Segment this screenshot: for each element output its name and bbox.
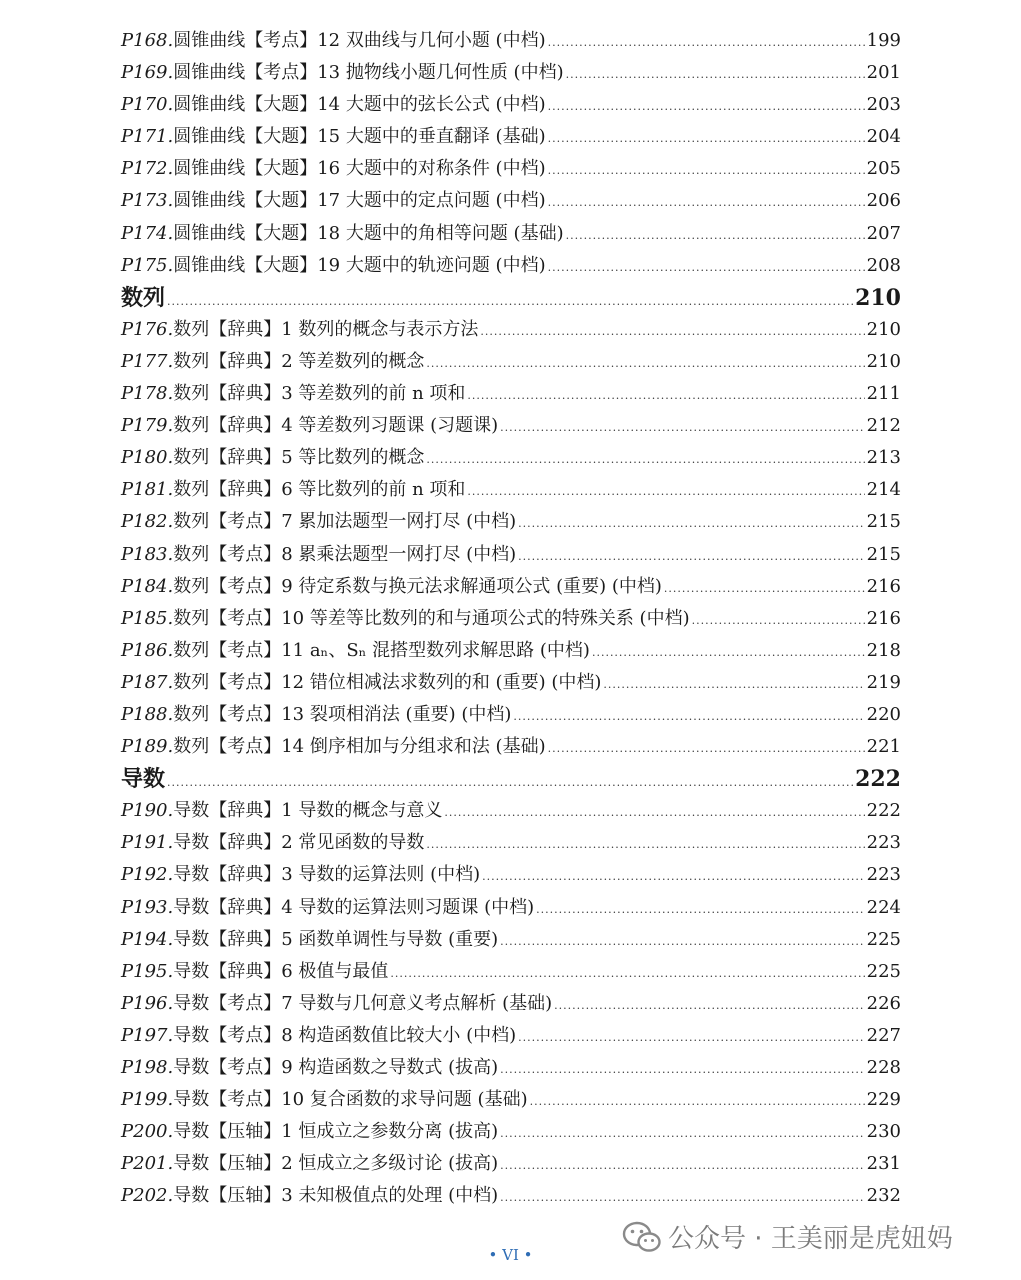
toc-page-number: 223 xyxy=(866,864,901,886)
toc-entry-title: 圆锥曲线【大题】19 大题中的轨迹问题 (中档) xyxy=(173,254,546,276)
toc-entry-title: 圆锥曲线【大题】14 大题中的弦长公式 (中档) xyxy=(173,94,546,116)
toc-dot-leader xyxy=(548,27,865,59)
toc-page-number: 225 xyxy=(866,928,901,950)
toc-entry-title: 圆锥曲线【考点】12 双曲线与几何小题 (中档) xyxy=(173,30,546,51)
toc-dot-leader xyxy=(530,1086,865,1118)
toc-entry xyxy=(121,859,901,891)
toc-entry xyxy=(121,57,901,89)
toc-dot-leader xyxy=(603,669,864,701)
toc-entry-number: P188. xyxy=(121,703,174,725)
toc-entry-number: P181. xyxy=(121,479,174,501)
toc-page-number: 201 xyxy=(866,62,901,84)
table-of-contents xyxy=(121,25,901,1212)
toc-entry-title: 圆锥曲线【大题】18 大题中的角相等问题 (基础) xyxy=(173,222,564,244)
toc-entry xyxy=(121,571,901,603)
toc-entry-title: 导数【压轴】2 恒成立之多级讨论 (拔高) xyxy=(173,1153,499,1175)
toc-page-number: 211 xyxy=(866,383,901,405)
toc-entry xyxy=(121,1180,901,1212)
toc-entry-number: P168. xyxy=(121,30,174,51)
toc-dot-leader xyxy=(390,958,864,990)
toc-page-number: 224 xyxy=(866,896,901,918)
toc-page-number: 221 xyxy=(866,736,901,758)
toc-entry xyxy=(121,699,901,731)
toc-entry-number: P171. xyxy=(121,126,174,148)
toc-dot-leader xyxy=(426,829,864,861)
toc-page-number: 199 xyxy=(866,30,901,51)
toc-entry-title: 导数【辞典】4 导数的运算法则习题课 (中档) xyxy=(173,896,535,918)
toc-entry-number: P175. xyxy=(121,254,174,276)
toc-dot-leader xyxy=(467,476,864,508)
toc-page-number: 205 xyxy=(866,158,901,180)
toc-entry-title: 导数【压轴】1 恒成立之参数分离 (拔高) xyxy=(173,1121,499,1143)
toc-entry-number: P198. xyxy=(121,1057,174,1078)
toc-entry-number: P180. xyxy=(121,447,174,469)
toc-entry xyxy=(121,1148,901,1180)
toc-page-number: 216 xyxy=(866,575,901,597)
toc-entry-title: 数列【考点】8 累乘法题型一网打尽 (中档) xyxy=(173,543,517,565)
toc-entry xyxy=(121,956,901,988)
toc-entry-number: P191. xyxy=(121,832,174,854)
toc-entry-number: P201. xyxy=(121,1153,174,1175)
watermark-text: 公众号 · 王美丽是虎妞妈 xyxy=(668,1224,953,1254)
toc-entry-title: 导数【考点】10 复合函数的求导问题 (基础) xyxy=(173,1089,528,1111)
toc-dot-leader xyxy=(500,926,864,958)
toc-entry-title: 数列【辞典】2 等差数列的概念 xyxy=(173,350,425,372)
toc-entry-number: P169. xyxy=(121,62,174,84)
toc-entry-number: P182. xyxy=(121,511,174,533)
toc-entry-title: 数列【考点】10 等差等比数列的和与通项公式的特殊关系 (中档) xyxy=(173,607,690,629)
toc-dot-leader xyxy=(480,316,864,348)
toc-page-number: 212 xyxy=(866,415,901,437)
toc-entry-number: P183. xyxy=(121,543,174,565)
toc-entry-number: P178. xyxy=(121,383,174,405)
toc-entry-number: P172. xyxy=(121,158,174,180)
toc-dot-leader xyxy=(513,701,864,733)
toc-dot-leader xyxy=(664,573,865,605)
toc-entry xyxy=(121,89,901,121)
toc-entry xyxy=(121,1084,901,1116)
toc-page-number: 232 xyxy=(866,1185,901,1207)
toc-entry-number: P200. xyxy=(121,1121,174,1143)
toc-entry-number: P184. xyxy=(121,575,174,597)
toc-entry xyxy=(121,410,901,442)
toc-page-number: 216 xyxy=(866,607,901,629)
toc-entry-number: P179. xyxy=(121,415,174,437)
toc-entry-title: 圆锥曲线【大题】17 大题中的定点问题 (中档) xyxy=(173,190,546,212)
toc-entry xyxy=(121,731,901,763)
toc-entry-number: P170. xyxy=(121,94,174,116)
toc-entry-title: 数列【考点】7 累加法题型一网打尽 (中档) xyxy=(173,511,517,533)
toc-entry-title: 数列【考点】13 裂项相消法 (重要) (中档) xyxy=(173,703,512,725)
toc-entry xyxy=(121,314,901,346)
toc-dot-leader xyxy=(548,91,865,123)
toc-entry-title: 导数【辞典】5 函数单调性与导数 (重要) xyxy=(173,928,499,950)
toc-dot-leader xyxy=(467,380,864,412)
toc-dot-leader xyxy=(518,1022,864,1054)
toc-entry-title: 数列【辞典】1 数列的概念与表示方法 xyxy=(173,318,479,340)
toc-entry-number: P186. xyxy=(121,639,174,661)
toc-page-number: 206 xyxy=(866,190,901,212)
toc-page-number: 210 xyxy=(866,350,901,372)
toc-page-number: 225 xyxy=(866,960,901,982)
toc-entry-title: 数列【辞典】4 等差数列习题课 (习题课) xyxy=(173,415,499,437)
toc-dot-leader xyxy=(500,412,864,444)
toc-entry-title: 数列【考点】12 错位相减法求数列的和 (重要) (中档) xyxy=(173,671,602,693)
toc-dot-leader xyxy=(518,508,864,540)
toc-entry-title: 导数【压轴】3 未知极值点的处理 (中档) xyxy=(173,1185,499,1207)
toc-entry-title: 导数【辞典】1 导数的概念与意义 xyxy=(173,800,443,822)
toc-dot-leader xyxy=(592,637,865,669)
toc-entry xyxy=(121,506,901,538)
toc-page-number: 222 xyxy=(866,800,901,822)
toc-entry xyxy=(121,635,901,667)
toc-entry-title: 圆锥曲线【大题】16 大题中的对称条件 (中档) xyxy=(173,158,546,180)
toc-entry-title: 数列【辞典】5 等比数列的概念 xyxy=(173,447,425,469)
toc-page-number: 215 xyxy=(866,543,901,565)
toc-entry-number: P193. xyxy=(121,896,174,918)
toc-entry-number: P174. xyxy=(121,222,174,244)
toc-dot-leader xyxy=(692,605,865,637)
toc-dot-leader xyxy=(518,541,864,573)
toc-entry-number: P176. xyxy=(121,318,174,340)
toc-page-number: 204 xyxy=(866,126,901,148)
toc-entry xyxy=(121,892,901,924)
toc-entry-title: 导数【辞典】6 极值与最值 xyxy=(173,960,389,982)
toc-page-number: 223 xyxy=(866,832,901,854)
toc-entry-number: P189. xyxy=(121,736,174,758)
toc-page-number: 229 xyxy=(866,1089,901,1111)
toc-entry-number: P197. xyxy=(121,1024,174,1046)
toc-entry-number: P195. xyxy=(121,960,174,982)
toc-page-number: 208 xyxy=(866,254,901,276)
toc-entry-number: P190. xyxy=(121,800,174,822)
toc-entry-title: 圆锥曲线【大题】15 大题中的垂直翻译 (基础) xyxy=(173,126,546,148)
toc-page-number: 228 xyxy=(866,1057,901,1078)
toc-entry xyxy=(121,827,901,859)
toc-entry-title: 数列【考点】14 倒序相加与分组求和法 (基础) xyxy=(173,736,546,758)
toc-page-number: 226 xyxy=(866,992,901,1014)
toc-entry xyxy=(121,603,901,635)
toc-dot-leader xyxy=(536,894,864,926)
toc-dot-leader xyxy=(548,123,865,155)
toc-page-number: 227 xyxy=(866,1024,901,1046)
toc-page-number: 210 xyxy=(855,284,901,311)
toc-dot-leader xyxy=(566,220,865,252)
toc-entry-title: 数列【辞典】3 等差数列的前 n 项和 xyxy=(173,383,466,405)
toc-page-number: 213 xyxy=(866,447,901,469)
toc-page-number: 222 xyxy=(855,766,901,793)
toc-dot-leader xyxy=(500,1182,864,1214)
toc-entry xyxy=(121,988,901,1020)
toc-entry-number: P177. xyxy=(121,350,174,372)
toc-entry xyxy=(121,250,901,282)
toc-dot-leader xyxy=(444,797,864,829)
toc-entry xyxy=(121,539,901,571)
toc-entry-title: 导数【辞典】3 导数的运算法则 (中档) xyxy=(173,864,481,886)
toc-page-number: 218 xyxy=(866,639,901,661)
toc-entry-title: 导数【辞典】2 常见函数的导数 xyxy=(173,832,425,854)
toc-entry-title: 导数【考点】8 构造函数值比较大小 (中档) xyxy=(173,1024,517,1046)
toc-page-number: 230 xyxy=(866,1121,901,1143)
toc-entry xyxy=(121,153,901,185)
toc-entry xyxy=(121,795,901,827)
toc-dot-leader xyxy=(548,155,865,187)
toc-dot-leader xyxy=(500,1118,864,1150)
toc-entry xyxy=(121,667,901,699)
toc-entry-title: 导数【考点】9 构造函数之导数式 (拔高) xyxy=(173,1057,499,1078)
toc-entry xyxy=(121,378,901,410)
toc-section-title: 导数 xyxy=(121,766,166,793)
toc-dot-leader xyxy=(426,348,864,380)
toc-entry xyxy=(121,185,901,217)
toc-entry xyxy=(121,1052,901,1084)
toc-section-heading xyxy=(121,763,901,795)
toc-entry xyxy=(121,121,901,153)
toc-entry-number: P173. xyxy=(121,190,174,212)
toc-entry-title: 数列【考点】9 待定系数与换元法求解通项公式 (重要) (中档) xyxy=(173,575,662,597)
toc-entry xyxy=(121,474,901,506)
toc-entry xyxy=(121,442,901,474)
toc-page-number: 215 xyxy=(866,511,901,533)
toc-entry xyxy=(121,25,901,57)
toc-entry xyxy=(121,1116,901,1148)
toc-entry xyxy=(121,1020,901,1052)
toc-entry-number: P187. xyxy=(121,671,174,693)
toc-entry xyxy=(121,218,901,250)
toc-page-number: 220 xyxy=(866,703,901,725)
toc-entry xyxy=(121,346,901,378)
toc-section-title: 数列 xyxy=(121,284,166,311)
page-number-footer: • VI • xyxy=(488,1246,533,1264)
toc-page-number: 203 xyxy=(866,94,901,116)
toc-entry-number: P196. xyxy=(121,992,174,1014)
toc-dot-leader xyxy=(500,1150,864,1182)
toc-page-number: 231 xyxy=(866,1153,901,1175)
toc-page-number: 207 xyxy=(866,222,901,244)
toc-entry-number: P202. xyxy=(121,1185,174,1207)
toc-entry-number: P192. xyxy=(121,864,174,886)
toc-dot-leader xyxy=(426,444,864,476)
toc-page-number: 214 xyxy=(866,479,901,501)
toc-dot-leader xyxy=(500,1054,864,1086)
toc-dot-leader xyxy=(548,252,865,284)
toc-page-number: 210 xyxy=(866,318,901,340)
toc-section-heading xyxy=(121,282,901,314)
toc-dot-leader xyxy=(566,59,865,91)
toc-entry-title: 圆锥曲线【考点】13 抛物线小题几何性质 (中档) xyxy=(173,62,564,84)
toc-entry-number: P185. xyxy=(121,607,174,629)
toc-dot-leader xyxy=(548,187,865,219)
toc-entry-number: P194. xyxy=(121,928,174,950)
toc-dot-leader xyxy=(548,733,865,765)
toc-entry-title: 导数【考点】7 导数与几何意义考点解析 (基础) xyxy=(173,992,553,1014)
toc-entry-title: 数列【辞典】6 等比数列的前 n 项和 xyxy=(173,479,466,501)
toc-entry xyxy=(121,924,901,956)
toc-dot-leader xyxy=(554,990,864,1022)
toc-entry-title: 数列【考点】11 aₙ、Sₙ 混搭型数列求解思路 (中档) xyxy=(173,639,590,661)
toc-entry-number: P199. xyxy=(121,1089,174,1111)
toc-dot-leader xyxy=(482,861,864,893)
toc-page-number: 219 xyxy=(866,671,901,693)
